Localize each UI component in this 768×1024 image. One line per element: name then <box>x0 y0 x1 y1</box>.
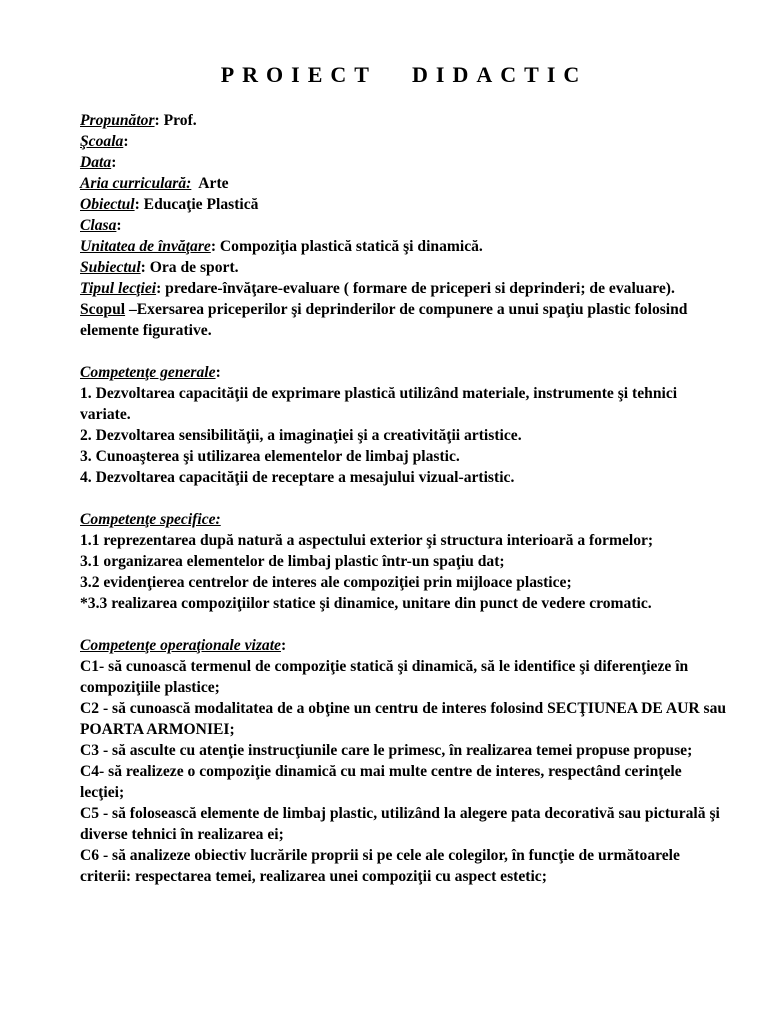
spacer <box>80 341 728 362</box>
field-value: Prof. <box>163 112 197 129</box>
field-unitatea <box>80 236 728 257</box>
spacer <box>80 488 728 509</box>
heading-label: Competenţe operaţionale vizate <box>80 637 281 654</box>
field-label: Obiectul <box>80 196 135 213</box>
list-item: C4- să realizeze o compoziţie dinamică cu mai multe centre de interes, respectând cerinţele lecţiei; <box>80 763 682 801</box>
field-label: Data <box>80 154 112 171</box>
field-aria-curriculara <box>80 173 728 194</box>
field-sep: : <box>111 154 117 171</box>
list-item: 3. Cunoaşterea şi utilizarea elementelor de limbaj plastic. <box>80 448 460 465</box>
list-item: 2. Dezvoltarea sensibilităţii, a imaginaţiei şi a creativităţii artistice. <box>80 427 522 444</box>
heading-label: Competenţe generale <box>80 364 216 381</box>
list-item: 3.2 evidenţierea centrelor de interes ale compoziţiei prin mijloace plastice; <box>80 574 572 591</box>
list-item: 4. Dezvoltarea capacităţii de receptare a mesajului vizual-artistic. <box>80 469 515 486</box>
field-scopul <box>80 299 728 341</box>
field-sep: : <box>154 112 164 129</box>
section-heading <box>80 362 728 383</box>
field-obiectul <box>80 194 728 215</box>
list-item: *3.3 realizarea compoziţiilor statice şi dinamice, unitare din punct de vedere cromatic. <box>80 595 652 612</box>
list-item: C1- să cunoască termenul de compoziţie statică şi dinamică, să le identifice şi diferenţieze în compoziţiile plastice; <box>80 658 689 696</box>
document-title: PROIECT DIDACTIC <box>220 62 588 87</box>
field-clasa <box>80 215 728 236</box>
field-label: Tipul lecţiei <box>80 280 157 297</box>
field-label: Scopul <box>80 301 126 318</box>
field-value: –Exersarea priceperilor şi deprinderilor de compunere a unui spaţiu plastic folosind elemente figurative. <box>80 301 688 339</box>
field-sep: : <box>134 196 144 213</box>
field-value: Compoziţia plastică statică şi dinamică. <box>219 238 483 255</box>
competente-specifice-section <box>80 509 728 614</box>
list-item: 1.1 reprezentarea după natură a aspectului exterior şi structura interioară a formelor; <box>80 532 654 549</box>
list-item: C5 - să folosească elemente de limbaj plastic, utilizând la alegere pata decorativă sau picturală şi diverse tehnici în realizarea ei; <box>80 805 720 843</box>
heading-sep: : <box>215 364 221 381</box>
list-item: 1. Dezvoltarea capacităţii de exprimare plastică utilizând materiale, instrumente şi tehnici variate. <box>80 385 678 423</box>
field-tipul-lectiei <box>80 278 728 299</box>
field-scoala <box>80 131 728 152</box>
field-value: Arte <box>198 175 229 192</box>
heading-sep: : <box>280 637 287 654</box>
list-item: C3 - să asculte cu atenţie instrucţiunile care le primesc, în realizarea temei propuse propuse; <box>80 742 693 759</box>
field-label: Aria curriculară: <box>80 175 192 192</box>
field-propunator <box>80 110 728 131</box>
field-label: Şcoala <box>80 133 124 150</box>
field-sep: : <box>123 133 129 150</box>
list-item: C6 - să analizeze obiectiv lucrările proprii si pe cele ale colegilor, în funcţie de următoarele criterii: respectarea temei, realizarea unei compoziţii cu aspect estetic; <box>80 847 680 885</box>
field-label: Unitatea de învăţare <box>80 238 211 255</box>
field-label: Propunător <box>80 112 155 129</box>
field-sep: : <box>156 280 166 297</box>
field-value: predare-învăţare-evaluare ( formare de priceperi si deprinderi; de evaluare). <box>165 280 675 297</box>
competente-generale-section <box>80 362 728 488</box>
field-sep: : <box>210 238 220 255</box>
header-fields <box>80 110 728 341</box>
spacer <box>80 614 728 635</box>
field-value: Ora de sport. <box>149 259 239 276</box>
field-sep: : <box>116 217 122 234</box>
field-value: Educaţie Plastică <box>143 196 259 213</box>
field-label: Subiectul <box>80 259 141 276</box>
section-heading <box>80 635 728 656</box>
list-item: C2 - să cunoască modalitatea de a obţine un centru de interes folosind SECŢIUNEA DE AUR sau POARTA ARMONIEI; <box>80 700 727 738</box>
field-label: Clasa <box>80 217 117 234</box>
competente-operationale-section <box>80 635 728 887</box>
field-sep: : <box>140 259 150 276</box>
heading-label: Competenţe specifice: <box>80 511 221 528</box>
field-subiectul <box>80 257 728 278</box>
section-heading <box>80 509 728 530</box>
list-item: 3.1 organizarea elementelor de limbaj plastic într-un spaţiu dat; <box>80 553 505 570</box>
field-data <box>80 152 728 173</box>
